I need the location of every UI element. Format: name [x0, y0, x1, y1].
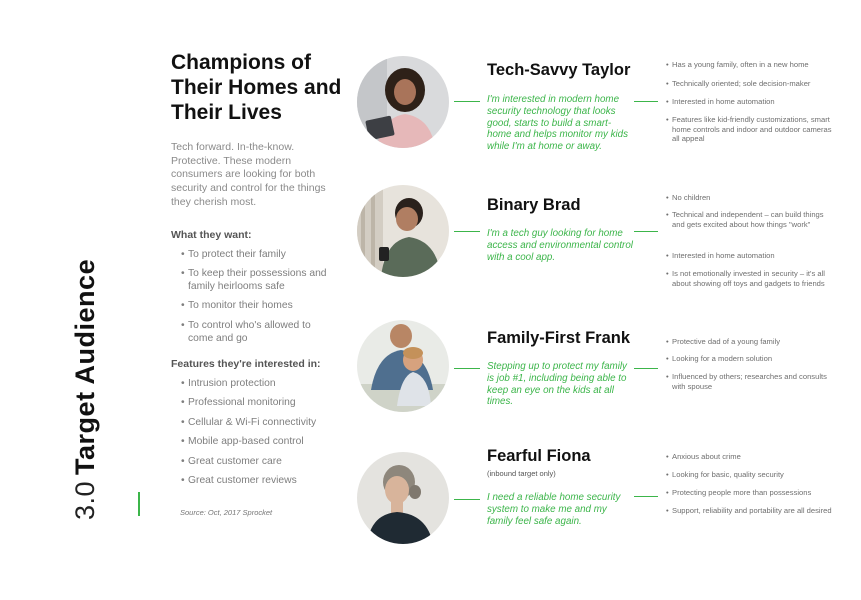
connector-line: [634, 101, 658, 102]
wants-heading: What they want:: [171, 229, 252, 241]
persona-photo-taylor: [357, 56, 449, 148]
section-title: [70, 259, 101, 520]
list-item: • Great customer reviews: [181, 475, 297, 486]
list-item: • To control who's allowed to come and go: [181, 320, 311, 344]
persona-quote: Stepping up to protect my family is job #1, including being able to keep an eye on the kids at all times.: [487, 361, 627, 408]
persona-name: Family-First Frank: [487, 329, 631, 347]
list-item: • To keep their possessions and family heirlooms safe: [181, 268, 327, 292]
persona-name: Fearful Fiona: [487, 447, 591, 465]
trait-item: • Protecting people more than possessions: [666, 488, 812, 497]
accent-bar: [138, 492, 140, 516]
trait-item: • Protective dad of a young family: [666, 337, 781, 346]
persona-name: Tech-Savvy Taylor: [487, 61, 631, 79]
intro-text: Tech forward. In-the-know. Protective. These modern consumers are looking for both security and control for the things they cherish most.: [171, 141, 326, 208]
persona-quote: I'm a tech guy looking for home access and environmental control with a cool app.: [487, 228, 633, 263]
persona-quote: I need a reliable home security system to make me and my family feel safe again.: [487, 492, 621, 527]
trait-item: • Support, reliability and portability are all desired: [666, 506, 832, 515]
trait-item: • Is not emotionally invested in security – it's all about showing off toys and gadgets to friends: [666, 269, 825, 288]
trait-item: • Features like kid-friendly customizations, smart home controls and indoor and outdoor cameras all appeal: [666, 115, 832, 144]
source-note: Source: Oct, 2017 Sprocket: [180, 508, 273, 517]
persona-subtitle: (inbound target only): [487, 469, 556, 478]
connector-line: [454, 101, 480, 102]
list-item: • Cellular & Wi-Fi connectivity: [181, 417, 317, 428]
connector-line: [634, 496, 658, 497]
trait-item: • Looking for a modern solution: [666, 354, 773, 363]
list-item: • To monitor their homes: [181, 300, 293, 311]
connector-line: [454, 368, 480, 369]
list-item: • Mobile app-based control: [181, 436, 304, 447]
persona-name: Binary Brad: [487, 196, 581, 214]
list-item: • Professional monitoring: [181, 397, 296, 408]
persona-quote: I'm interested in modern home security technology that looks good, starts to build a smart-home and helps monitor my kids while I'm at home or away.: [487, 94, 629, 152]
connector-line: [634, 231, 658, 232]
persona-photo-fiona: [357, 452, 449, 544]
trait-item: • Technical and independent – can build things and gets excited about how things "work": [666, 210, 824, 229]
section-number: 3.0: [70, 480, 100, 520]
features-heading: Features they're interested in:: [171, 358, 321, 370]
connector-line: [454, 499, 480, 500]
trait-item: • Has a young family, often in a new home: [666, 60, 809, 69]
trait-item: • Influenced by others; researches and consults with spouse: [666, 372, 827, 391]
list-item: • Great customer care: [181, 456, 282, 467]
connector-line: [454, 231, 480, 232]
persona-photo-frank: [357, 320, 449, 412]
trait-item: • Looking for basic, quality security: [666, 470, 784, 479]
trait-item: • Anxious about crime: [666, 452, 741, 461]
page-headline: Champions of Their Homes and Their Lives: [171, 51, 342, 125]
persona-photo-brad: [357, 185, 449, 277]
trait-item: • Interested in home automation: [666, 251, 775, 260]
trait-item: • Technically oriented; sole decision-maker: [666, 79, 811, 88]
trait-item: • Interested in home automation: [666, 97, 775, 106]
list-item: • To protect their family: [181, 249, 286, 260]
trait-item: • No children: [666, 193, 711, 202]
connector-line: [634, 368, 658, 369]
section-name: Target Audience: [70, 258, 100, 475]
list-item: • Intrusion protection: [181, 378, 276, 389]
